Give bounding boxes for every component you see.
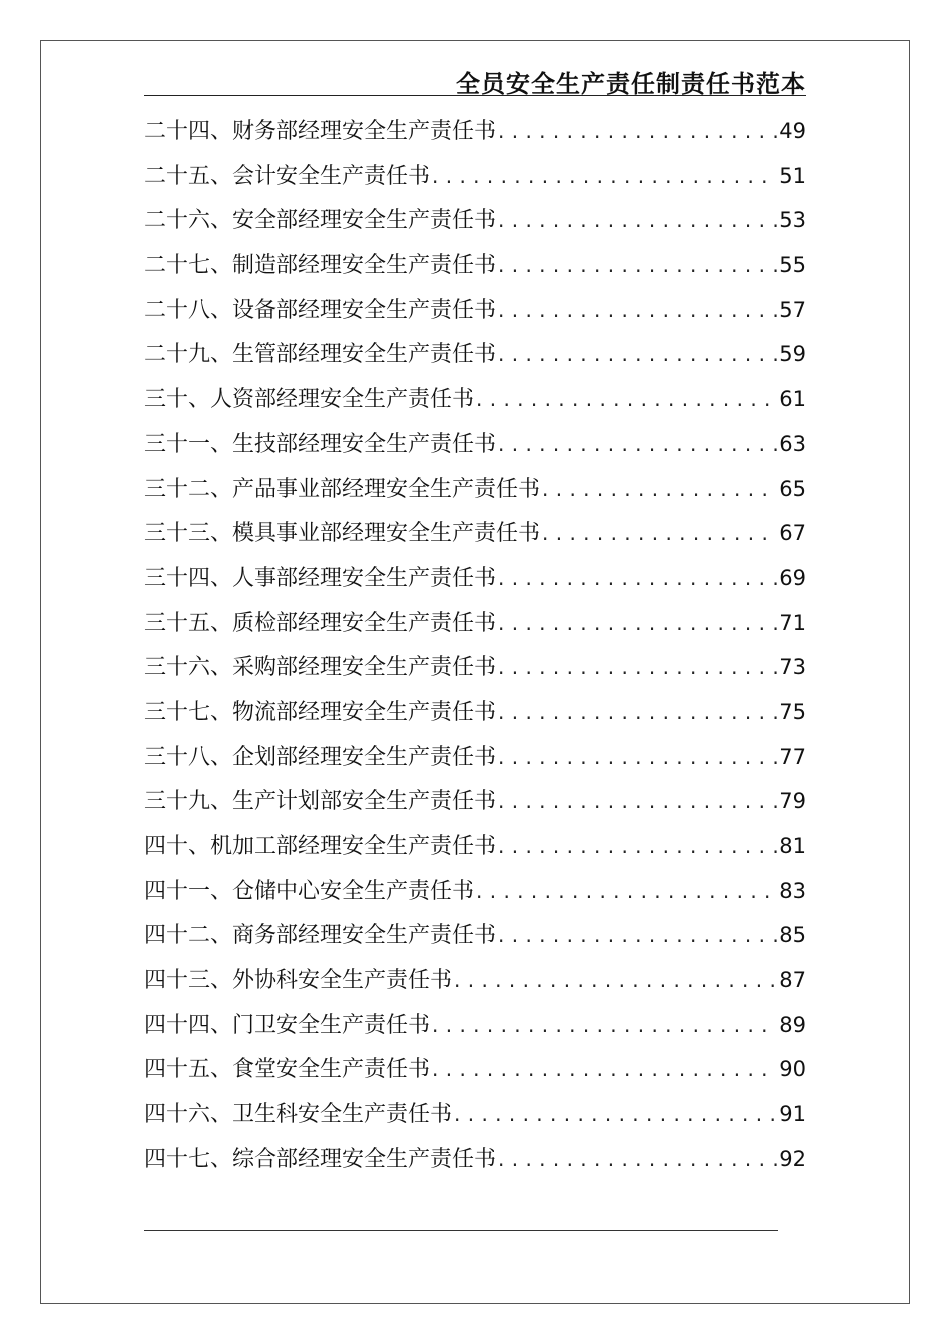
toc-entry-page-number: 71 bbox=[779, 610, 806, 635]
toc-entry-title: 三十四、人事部经理安全生产责任书 bbox=[144, 565, 497, 591]
dot-leader bbox=[542, 521, 777, 545]
toc-entry-page-number: 49 bbox=[779, 119, 806, 143]
document-title: 全员安全生产责任制责任书范本 bbox=[456, 70, 806, 98]
toc-entry[interactable] bbox=[144, 695, 806, 740]
toc-entry-page-number: 67 bbox=[779, 521, 806, 546]
dot-leader bbox=[498, 119, 777, 143]
dot-leader bbox=[432, 1057, 777, 1081]
toc-entry[interactable] bbox=[144, 203, 806, 248]
dot-leader bbox=[498, 298, 777, 322]
dot-leader bbox=[498, 611, 777, 635]
toc-entry-page-number: 90 bbox=[779, 1057, 806, 1082]
toc-entry[interactable] bbox=[144, 1142, 806, 1187]
toc-entry-page-number: 79 bbox=[779, 789, 806, 814]
toc-entry-title: 三十五、质检部经理安全生产责任书 bbox=[144, 610, 497, 636]
toc-entry-title: 二十六、安全部经理安全生产责任书 bbox=[144, 208, 497, 234]
dot-leader bbox=[498, 700, 777, 724]
dot-leader bbox=[454, 1102, 777, 1126]
toc-entry-page-number: 57 bbox=[779, 297, 806, 322]
toc-entry-title: 二十八、设备部经理安全生产责任书 bbox=[144, 297, 497, 323]
toc-entry-page-number: 73 bbox=[779, 655, 806, 680]
toc-entry-title: 四十二、商务部经理安全生产责任书 bbox=[144, 923, 497, 949]
toc-entry-page-number: 75 bbox=[779, 699, 806, 724]
dot-leader bbox=[498, 342, 777, 366]
toc-entry-page-number: 63 bbox=[779, 431, 806, 456]
dot-leader bbox=[498, 923, 777, 947]
dot-leader bbox=[498, 789, 777, 813]
toc-entry[interactable] bbox=[144, 606, 806, 651]
toc-entry[interactable] bbox=[144, 1008, 806, 1053]
dot-leader bbox=[454, 968, 777, 992]
toc-entry-title: 二十五、会计安全生产责任书 bbox=[144, 163, 431, 189]
toc-entry-title: 三十、人资部经理安全生产责任书 bbox=[144, 387, 475, 413]
toc-entry-page-number: 51 bbox=[779, 163, 806, 188]
dot-leader bbox=[432, 164, 777, 188]
toc-entry-title: 三十六、采购部经理安全生产责任书 bbox=[144, 655, 497, 681]
toc-entry-page-number: 81 bbox=[779, 834, 806, 858]
toc-entry-title: 三十三、模具事业部经理安全生产责任书 bbox=[144, 521, 541, 547]
toc-entry[interactable] bbox=[144, 159, 806, 204]
toc-entry[interactable] bbox=[144, 874, 806, 919]
toc-entry[interactable] bbox=[144, 740, 806, 785]
toc-entry-title: 二十七、制造部经理安全生产责任书 bbox=[144, 253, 497, 279]
toc-entry[interactable] bbox=[144, 114, 806, 159]
footer-divider bbox=[144, 1230, 778, 1231]
dot-leader bbox=[498, 745, 777, 769]
toc-entry-title: 三十一、生技部经理安全生产责任书 bbox=[144, 431, 497, 457]
toc-entry[interactable] bbox=[144, 918, 806, 963]
toc-entry-page-number: 89 bbox=[779, 1012, 806, 1037]
toc-entry-page-number: 83 bbox=[779, 878, 806, 903]
toc-entry-page-number: 53 bbox=[779, 208, 806, 233]
dot-leader bbox=[498, 1147, 777, 1171]
toc-entry-title: 四十四、门卫安全生产责任书 bbox=[144, 1012, 431, 1038]
dot-leader bbox=[498, 655, 777, 679]
toc-entry-page-number: 77 bbox=[779, 744, 806, 769]
toc-entry[interactable] bbox=[144, 1097, 806, 1142]
toc-entry-page-number: 92 bbox=[779, 1146, 806, 1171]
toc-entry-title: 四十三、外协科安全生产责任书 bbox=[144, 968, 453, 994]
dot-leader bbox=[476, 387, 777, 411]
toc-entry-title: 四十五、食堂安全生产责任书 bbox=[144, 1057, 431, 1083]
toc-entry-title: 二十九、生管部经理安全生产责任书 bbox=[144, 342, 497, 368]
toc-entry[interactable] bbox=[144, 337, 806, 382]
table-of-contents bbox=[144, 114, 806, 1187]
toc-entry-title: 三十七、物流部经理安全生产责任书 bbox=[144, 699, 497, 725]
dot-leader bbox=[498, 432, 777, 456]
toc-entry-page-number: 91 bbox=[779, 1102, 806, 1127]
toc-entry-title: 三十八、企划部经理安全生产责任书 bbox=[144, 744, 497, 770]
dot-leader bbox=[476, 879, 777, 903]
toc-entry-page-number: 87 bbox=[779, 968, 806, 993]
toc-entry[interactable] bbox=[144, 650, 806, 695]
toc-entry-title: 二十四、财务部经理安全生产责任书 bbox=[144, 119, 497, 144]
dot-leader bbox=[498, 834, 777, 858]
toc-entry[interactable] bbox=[144, 1052, 806, 1097]
toc-entry[interactable] bbox=[144, 427, 806, 472]
toc-entry-title: 四十、机加工部经理安全生产责任书 bbox=[144, 834, 497, 859]
toc-entry-title: 四十一、仓储中心安全生产责任书 bbox=[144, 878, 475, 904]
toc-entry-page-number: 55 bbox=[779, 253, 806, 278]
header-divider bbox=[144, 95, 806, 96]
toc-entry-title: 三十二、产品事业部经理安全生产责任书 bbox=[144, 476, 541, 502]
toc-entry[interactable] bbox=[144, 293, 806, 338]
toc-entry[interactable] bbox=[144, 561, 806, 606]
toc-entry-title: 四十七、综合部经理安全生产责任书 bbox=[144, 1146, 497, 1172]
toc-entry-title: 四十六、卫生科安全生产责任书 bbox=[144, 1102, 453, 1128]
dot-leader bbox=[432, 1013, 777, 1037]
toc-entry-title: 三十九、生产计划部安全生产责任书 bbox=[144, 789, 497, 815]
toc-entry-page-number: 65 bbox=[779, 476, 806, 501]
dot-leader bbox=[498, 253, 777, 277]
toc-entry-page-number: 85 bbox=[779, 923, 806, 948]
toc-entry[interactable] bbox=[144, 516, 806, 561]
dot-leader bbox=[498, 208, 777, 232]
toc-entry-page-number: 69 bbox=[779, 565, 806, 590]
dot-leader bbox=[542, 477, 777, 501]
toc-entry[interactable] bbox=[144, 784, 806, 829]
toc-entry[interactable] bbox=[144, 248, 806, 293]
toc-entry-page-number: 61 bbox=[779, 387, 806, 412]
toc-entry-page-number: 59 bbox=[779, 342, 806, 367]
dot-leader bbox=[498, 566, 777, 590]
toc-entry[interactable] bbox=[144, 382, 806, 427]
toc-entry[interactable] bbox=[144, 472, 806, 517]
toc-entry[interactable] bbox=[144, 829, 806, 874]
toc-entry[interactable] bbox=[144, 963, 806, 1008]
